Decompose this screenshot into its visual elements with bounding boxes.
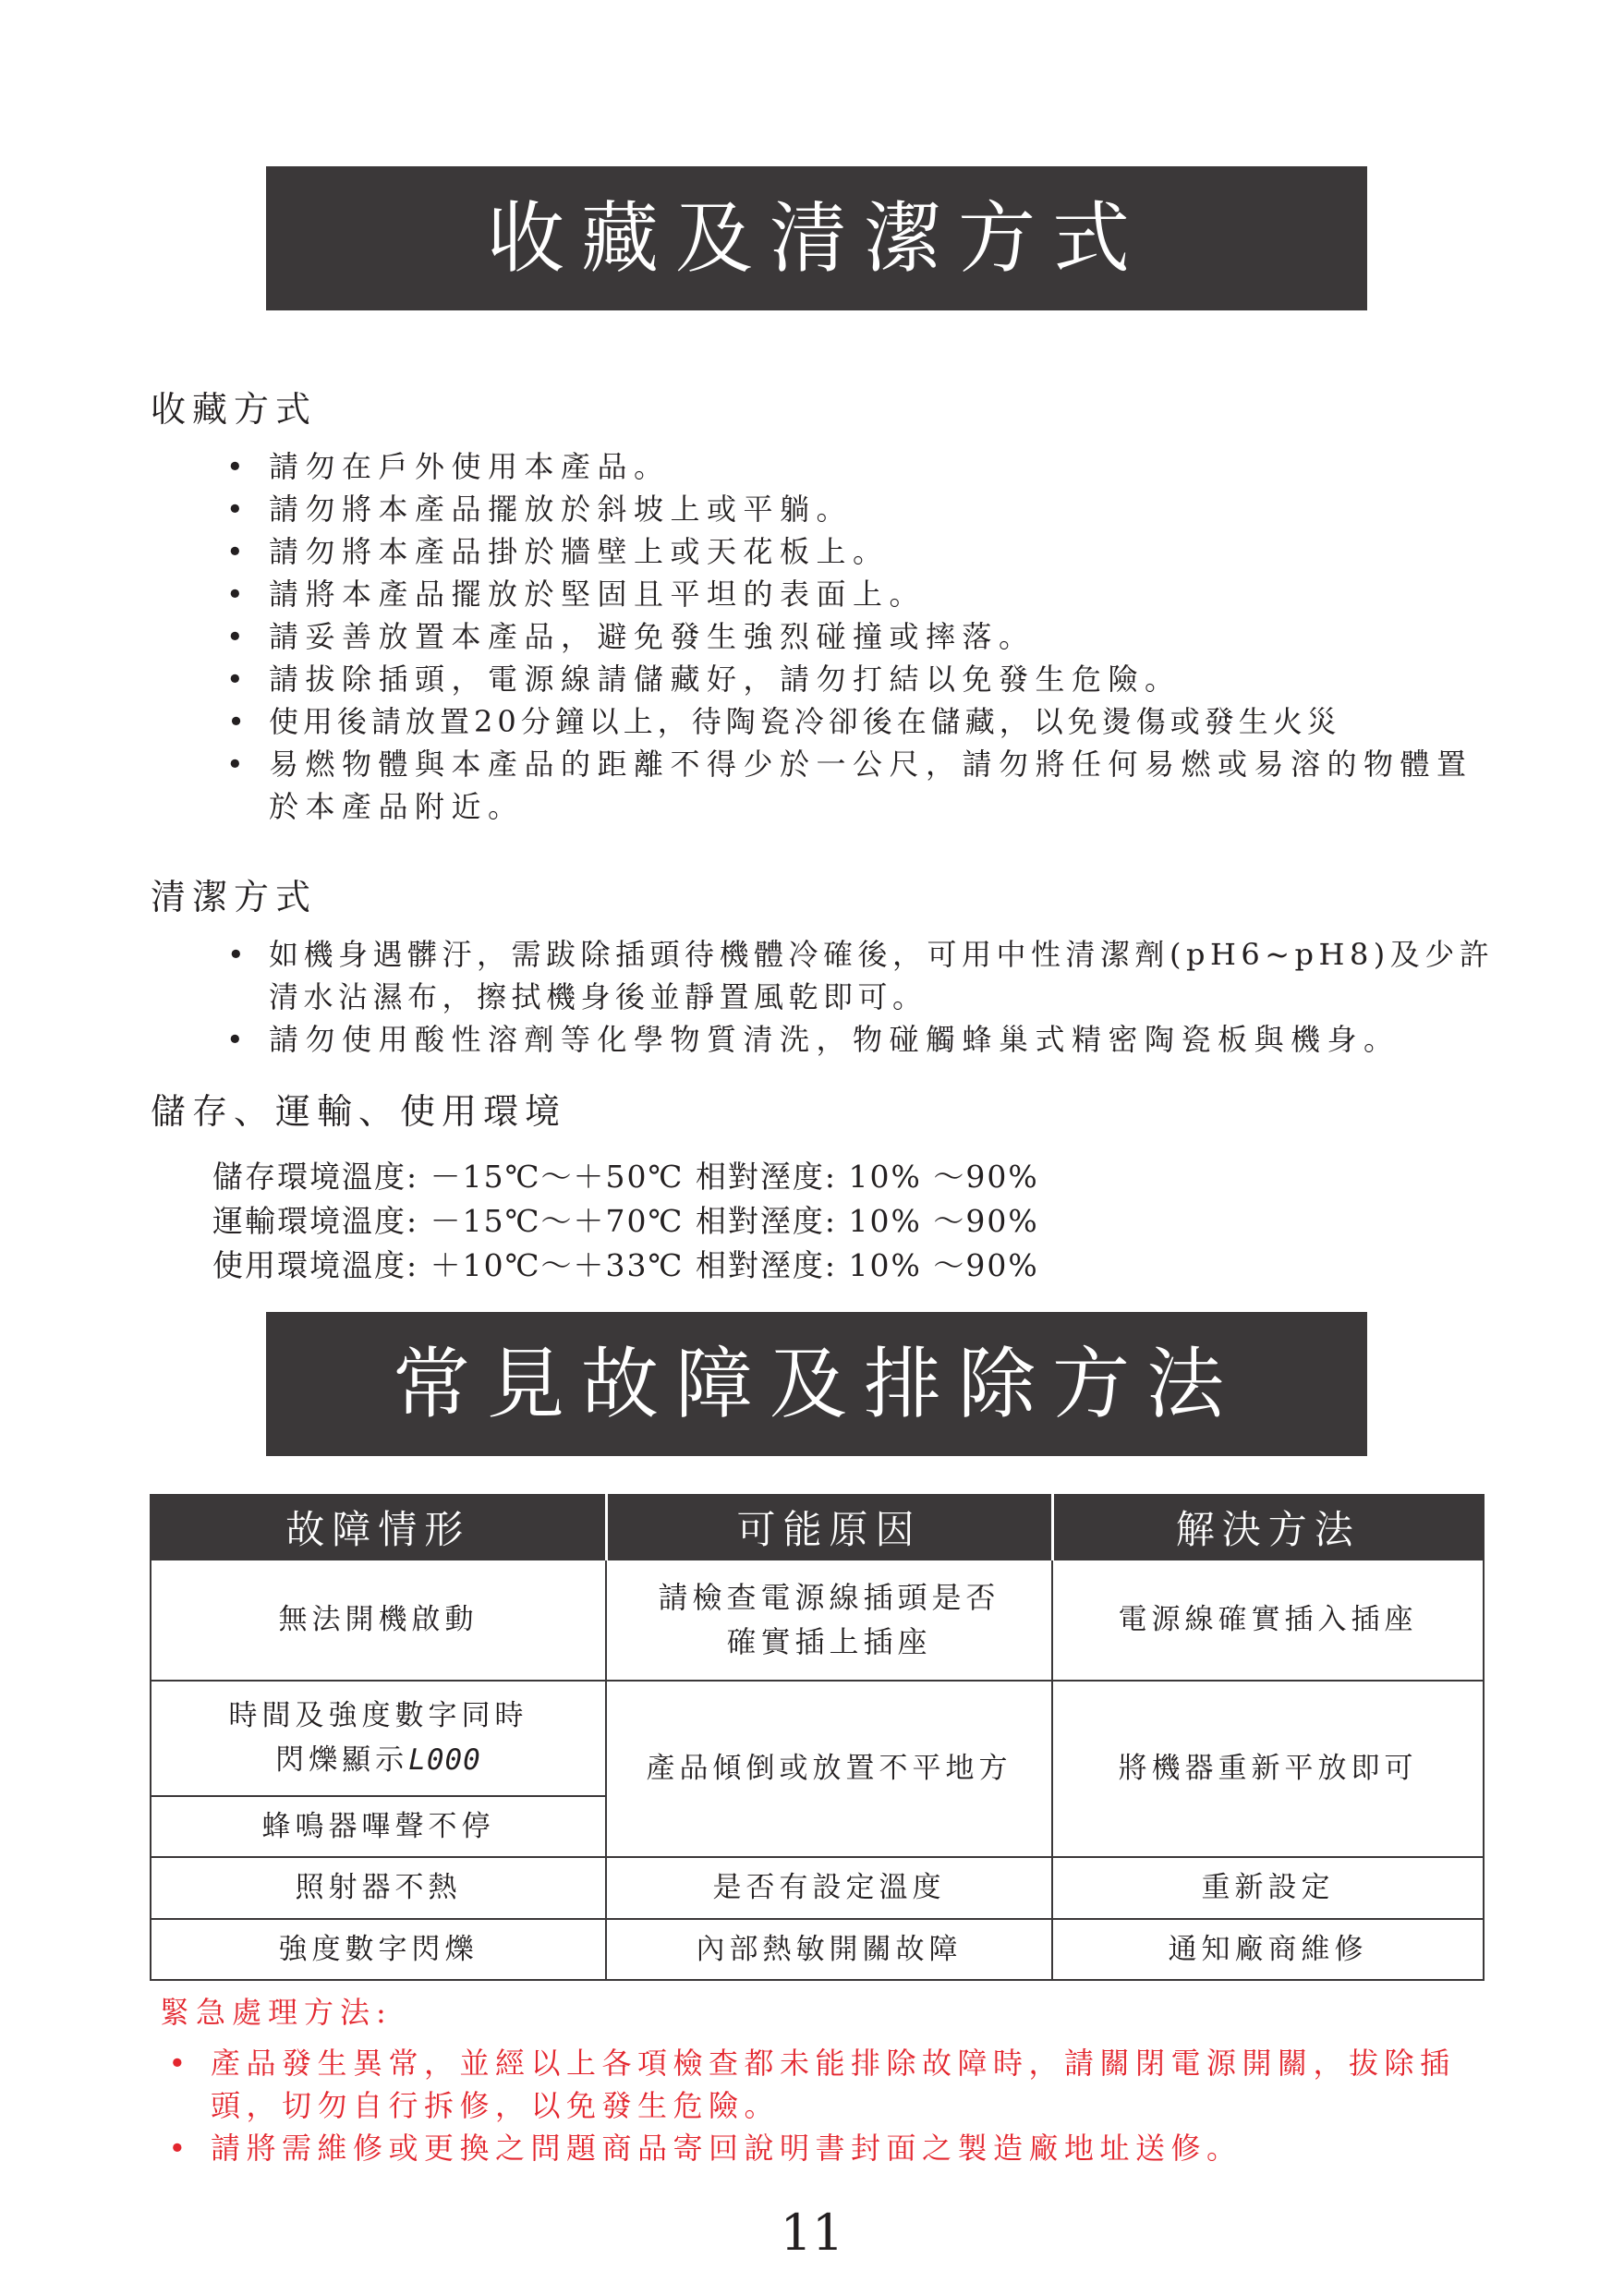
list-item: • 請勿在戶外使用本產品。 bbox=[225, 449, 671, 484]
solution-cell: 通知廠商維修 bbox=[1052, 1919, 1484, 1980]
table-row bbox=[151, 1919, 1484, 1980]
emergency-title: 緊急處理方法: bbox=[160, 1995, 393, 2030]
cleaning-instructions-list bbox=[224, 933, 1518, 1061]
table-row bbox=[151, 1681, 1484, 1796]
lcd-display-code: L000 bbox=[408, 1743, 481, 1778]
list-item: • 易燃物體與本產品的距離不得少於一公尺，請勿將任何易燃或易溶的物體置於本產品附近。 bbox=[225, 747, 1473, 824]
list-item: • 請勿將本產品掛於牆壁上或天花板上。 bbox=[225, 534, 890, 569]
symptom-text: 時間及強度數字同時閃爍顯示 bbox=[228, 1699, 528, 1778]
header-symptom: 故障情形 bbox=[151, 1495, 606, 1560]
symptom-cell: 蜂鳴器嗶聲不停 bbox=[151, 1796, 606, 1857]
list-item: • 請勿將本產品擺放於斜坡上或平躺。 bbox=[225, 492, 854, 527]
storage-cleaning-heading: 收藏及清潔方式 bbox=[266, 166, 1367, 310]
troubleshooting-heading: 常見故障及排除方法 bbox=[266, 1312, 1367, 1456]
symptom-cell bbox=[151, 1681, 606, 1796]
solution-cell: 將機器重新平放即可 bbox=[1052, 1681, 1484, 1857]
storage-environment-row: 儲存環境溫度: －15℃～＋50℃ 相對溼度: 10% ～90% bbox=[212, 1159, 1039, 1195]
cause-cell: 內部熱敏開關故障 bbox=[606, 1919, 1052, 1980]
list-item: • 請勿使用酸性溶劑等化學物質清洗，物碰觸蜂巢式精密陶瓷板與機身。 bbox=[225, 1022, 1400, 1057]
solution-cell: 電源線確實插入插座 bbox=[1052, 1560, 1484, 1681]
usage-environment-row: 使用環境溫度: ＋10℃～＋33℃ 相對溼度: 10% ～90% bbox=[212, 1247, 1039, 1283]
symptom-cell: 無法開機啟動 bbox=[151, 1560, 606, 1681]
storage-section-title: 收藏方式 bbox=[151, 389, 318, 430]
symptom-cell: 照射器不熱 bbox=[151, 1857, 606, 1918]
cause-cell: 是否有設定溫度 bbox=[606, 1857, 1052, 1918]
list-item: • 請將本產品擺放於堅固且平坦的表面上。 bbox=[225, 577, 927, 612]
list-item: • 請將需維修或更換之問題商品寄回說明書封面之製造廠地址送修。 bbox=[168, 2131, 1242, 2166]
table-row bbox=[151, 1560, 1484, 1681]
environment-conditions bbox=[212, 1155, 1039, 1288]
header-cause: 可能原因 bbox=[606, 1495, 1052, 1560]
troubleshooting-table bbox=[150, 1494, 1485, 1981]
list-item: • 如機身遇髒汙，需跋除插頭待機體冷確後，可用中性清潔劑(pH6~pH8)及少許清水沾濕布，擦拭機身後並靜置風乾即可。 bbox=[226, 937, 1495, 1014]
cause-cell: 請檢查電源線插頭是否確實插上插座 bbox=[606, 1560, 1052, 1681]
emergency-instructions-list bbox=[166, 2042, 1497, 2169]
list-item: • 請拔除插頭，電源線請儲藏好，請勿打結以免發生危險。 bbox=[225, 662, 1182, 697]
cause-cell: 產品傾倒或放置不平地方 bbox=[606, 1681, 1052, 1857]
cleaning-section-title: 清潔方式 bbox=[151, 877, 318, 917]
solution-cell: 重新設定 bbox=[1052, 1857, 1484, 1918]
list-item: • 請妥善放置本產品，避免發生強烈碰撞或摔落。 bbox=[225, 619, 1036, 654]
table-row bbox=[151, 1857, 1484, 1918]
symptom-cell: 強度數字閃爍 bbox=[151, 1919, 606, 1980]
table-header-row bbox=[151, 1495, 1484, 1560]
list-item: • 產品發生異常，並經以上各項檢查都未能排除故障時，請關閉電源開關，拔除插頭，切勿自行拆修，以免發生危險。 bbox=[168, 2046, 1456, 2123]
page-number: 11 bbox=[780, 2204, 844, 2262]
storage-instructions-list bbox=[224, 445, 1509, 828]
header-solution: 解決方法 bbox=[1052, 1495, 1484, 1560]
list-item: • 使用後請放置20分鐘以上，待陶瓷冷卻後在儲藏，以免燙傷或發生火災 bbox=[227, 704, 1341, 739]
transport-environment-row: 運輸環境溫度: －15℃～＋70℃ 相對溼度: 10% ～90% bbox=[212, 1203, 1039, 1239]
environment-section-title: 儲存、運輸、使用環境 bbox=[151, 1091, 567, 1132]
